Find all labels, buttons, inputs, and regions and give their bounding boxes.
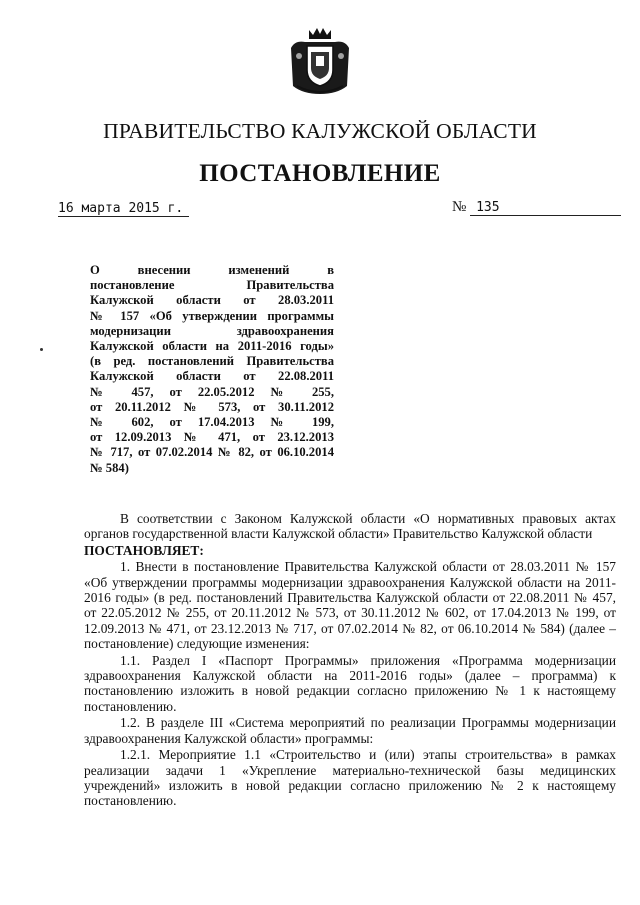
resolves-heading: ПОСТАНОВЛЯЕТ: — [84, 542, 204, 558]
subject-line: № 717, от 07.02.2014 № 82, от 06.10.2014 — [90, 445, 334, 460]
subject-line: постановление Правительства — [90, 278, 334, 293]
paragraph-item-1-2-1: 1.2.1. Мероприятие 1.1 «Строительство и (или) этапы строительства» в рамках реализации задачи 1 «Укрепление материально-технической базы медицинских учреждений» изложить в новой редакции согласно приложению № 2 к настоящему постановлению. — [84, 747, 616, 809]
document-body — [84, 511, 616, 810]
paragraph-item-1: 1. Внести в постановление Правительства Калужской области от 28.03.2011 № 157 «Об утверждении программы модернизации здравоохранения Калужской области на 2011-2016 годы» (в ред. постановлений Правительства Калужской области от 22.08.2011 № 457, от 22.05.2012 № 255, от 20.11.2012 № 573, от 30.11.2012 № 602, от 17.04.2013 № 199, от 12.09.2013 № 471, от 23.12.2013 № 717, от 07.02.2014 № 82, от 06.10.2014 № 584) (далее – постановление) следующие изменения: — [84, 559, 616, 652]
document-number — [452, 199, 621, 216]
number-label: № — [452, 199, 467, 215]
subject-line: от 20.11.2012 № 573, от 30.11.2012 — [90, 399, 334, 414]
subject-line: № 584) — [90, 460, 129, 475]
subject-line: № 602, от 17.04.2013 № 199, — [90, 415, 334, 430]
preamble-paragraph: В соответствии с Законом Калужской области «О нормативных правовых актах органов государственной власти Калужской области» Правительство Калужской области — [84, 511, 616, 542]
number-value: 135 — [470, 200, 621, 216]
subject-line: № 157 «Об утверждении программы — [90, 308, 334, 323]
paragraph-item-1-2: 1.2. В разделе III «Система мероприятий по реализации Программы модернизации здравоохранения Калужской области» программы: — [84, 715, 616, 746]
subject-line: Калужской области на 2011-2016 годы» — [90, 339, 334, 354]
subject-line: № 457, от 22.05.2012 № 255, — [90, 384, 334, 399]
subject-line: О внесении изменений в — [90, 263, 334, 277]
subject-line: от 12.09.2013 № 471, от 23.12.2013 — [90, 430, 334, 445]
coat-of-arms-emblem-icon — [287, 26, 353, 96]
subject-line: (в ред. постановлений Правительства — [90, 354, 334, 369]
paragraph-item-1-1: 1.1. Раздел I «Паспорт Программы» приложения «Программа модернизации здравоохранения Калужской области на 2011-2016 годы» (далее – программа) к постановлению изложить в новой редакции согласно приложению № 1 к настоящему постановлению. — [84, 652, 616, 714]
margin-dot — [40, 348, 43, 351]
government-title: ПРАВИТЕЛЬСТВО КАЛУЖСКОЙ ОБЛАСТИ — [103, 119, 537, 143]
document-date: 16 марта 2015 г. — [58, 201, 189, 217]
subject-line: Калужской области от 22.08.2011 — [90, 369, 334, 384]
document-subject — [90, 263, 334, 476]
subject-line: Калужской области от 28.03.2011 — [90, 293, 334, 308]
document-type-heading: ПОСТАНОВЛЕНИЕ — [199, 160, 441, 187]
subject-line: модернизации здравоохранения — [90, 323, 334, 338]
